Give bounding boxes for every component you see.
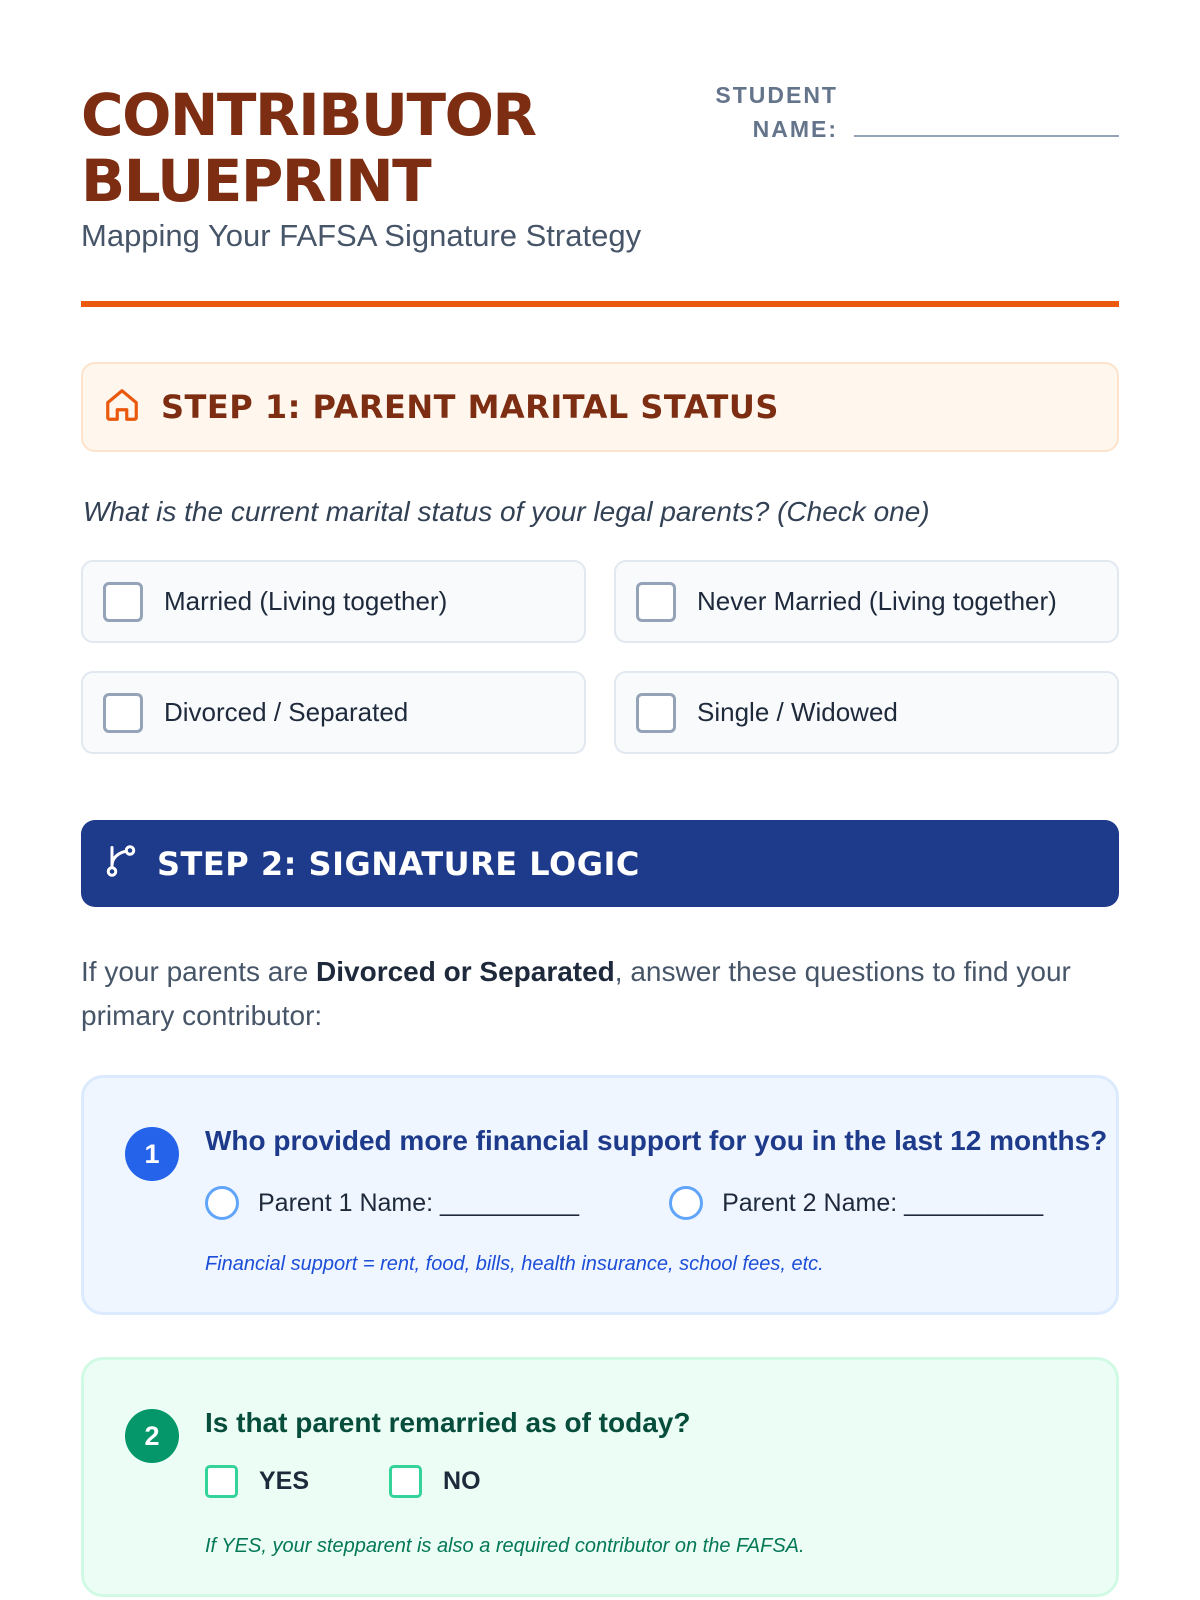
step2-intro — [81, 950, 1119, 1038]
parent-2-option[interactable] — [669, 1186, 1043, 1220]
step1-title: STEP 1: PARENT MARITAL STATUS — [161, 388, 779, 426]
option-label: Never Married (Living together) — [697, 586, 1057, 616]
student-name-input-line[interactable] — [854, 135, 1119, 137]
parent-1-label: Parent 1 Name: __________ — [258, 1188, 580, 1217]
marital-status-options — [81, 560, 1119, 754]
yes-checkbox[interactable] — [205, 1465, 238, 1498]
radio-button[interactable] — [205, 1186, 239, 1220]
no-checkbox[interactable] — [389, 1465, 422, 1498]
question-2-hint: If YES, your stepparent is also a required contributor on the FAFSA. — [205, 1535, 805, 1557]
checkbox[interactable] — [103, 582, 143, 622]
student-name-label — [715, 78, 838, 146]
branch-icon — [103, 843, 139, 884]
question-1-hint: Financial support = rent, food, bills, health insurance, school fees, etc. — [205, 1253, 824, 1275]
step2-banner — [81, 820, 1119, 907]
radio-button[interactable] — [669, 1186, 703, 1220]
question-1-options — [205, 1186, 1043, 1220]
parent-2-label: Parent 2 Name: __________ — [722, 1188, 1044, 1217]
option-label: Married (Living together) — [164, 586, 448, 616]
yes-option[interactable] — [205, 1465, 309, 1498]
title-line-2: BLUEPRINT — [81, 147, 431, 215]
yes-label: YES — [259, 1467, 310, 1495]
no-option[interactable] — [389, 1465, 481, 1498]
page-subtitle: Mapping Your FAFSA Signature Strategy — [81, 218, 642, 253]
intro-text-after: , answer these questions to find your primary contributor: — [81, 956, 1071, 1031]
question-1-text: Who provided more financial support for you in the last 12 months? — [205, 1125, 1108, 1156]
step2-title: STEP 2: SIGNATURE LOGIC — [157, 844, 640, 883]
option-married[interactable] — [81, 560, 586, 643]
question-1-card — [81, 1075, 1119, 1315]
checkbox[interactable] — [636, 582, 676, 622]
option-divorced-separated[interactable] — [81, 671, 586, 754]
question-2-number: 2 — [125, 1409, 179, 1463]
option-single-widowed[interactable] — [614, 671, 1119, 754]
home-icon — [103, 386, 141, 429]
question-2-text: Is that parent remarried as of today? — [205, 1407, 691, 1438]
question-1-number: 1 — [125, 1127, 179, 1181]
option-never-married[interactable] — [614, 560, 1119, 643]
page-title — [81, 82, 536, 214]
parent-1-option[interactable] — [205, 1186, 579, 1220]
checkbox[interactable] — [103, 693, 143, 733]
question-2-options — [205, 1465, 481, 1498]
marital-status-question: What is the current marital status of your legal parents? (Check one) — [83, 496, 930, 527]
no-label: NO — [443, 1467, 481, 1495]
page-header — [81, 0, 1119, 308]
title-line-1: CONTRIBUTOR — [81, 81, 536, 149]
header-divider — [81, 301, 1119, 307]
student-name-label-line-2: NAME: — [752, 116, 838, 142]
checkbox[interactable] — [636, 693, 676, 733]
student-name-field — [715, 78, 1119, 146]
question-2-card — [81, 1357, 1119, 1597]
step1-banner — [81, 362, 1119, 452]
student-name-label-line-1: STUDENT — [715, 82, 838, 108]
intro-text-before: If your parents are — [81, 956, 317, 987]
intro-text-bold: Divorced or Separated — [316, 956, 615, 987]
option-label: Divorced / Separated — [164, 697, 409, 727]
option-label: Single / Widowed — [697, 697, 898, 727]
